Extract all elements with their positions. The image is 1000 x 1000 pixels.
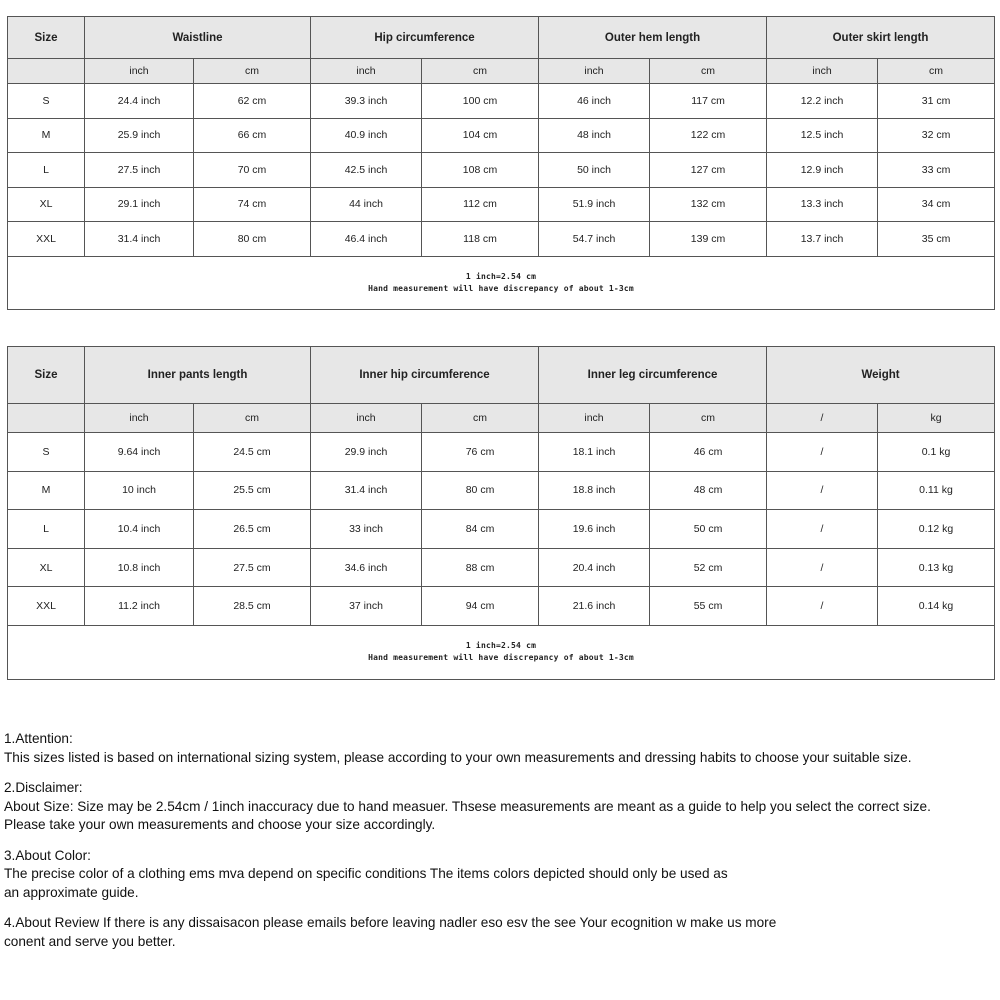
unit-cell: inch: [767, 59, 878, 84]
disclaimer-block: [4, 779, 998, 835]
color-title: 3.About Color:: [4, 847, 91, 863]
unit-cell: inch: [85, 404, 194, 433]
unit-cell: cm: [194, 404, 311, 433]
disclaimer-title: 2.Disclaimer:: [4, 780, 83, 795]
group-header: Waistline: [85, 17, 311, 59]
size-cell: M: [8, 471, 85, 510]
value-cell: 74 cm: [194, 187, 311, 222]
value-cell: 37 inch: [311, 587, 422, 626]
group-header: Weight: [767, 347, 995, 404]
size-table-2: [7, 346, 995, 680]
note-discrepancy: Hand measurement will have discrepancy of about 1-3cm: [368, 283, 634, 293]
group-header: Inner leg circumference: [539, 347, 767, 404]
unit-cell: kg: [878, 404, 995, 433]
color-text: The precise color of a clothing ems mva depend on specific conditions The items colors depicted should only be used as: [4, 866, 728, 881]
value-cell: 108 cm: [422, 153, 539, 188]
value-cell: /: [767, 433, 878, 472]
group-header: Inner pants length: [85, 347, 311, 404]
value-cell: 55 cm: [650, 587, 767, 626]
attention-text: This sizes listed is based on international sizing system, please according to your own measurements and dressing habits to choose your suitable size.: [4, 749, 912, 765]
value-cell: 29.9 inch: [311, 433, 422, 472]
size-cell: XL: [8, 548, 85, 587]
value-cell: 50 inch: [539, 153, 650, 188]
note-row: [8, 625, 995, 679]
value-cell: 10.8 inch: [85, 548, 194, 587]
attention-block: [4, 730, 998, 767]
value-cell: 12.5 inch: [767, 118, 878, 153]
value-cell: 11.2 inch: [85, 587, 194, 626]
value-cell: 25.5 cm: [194, 471, 311, 510]
group-header: Outer hem length: [539, 17, 767, 59]
value-cell: 52 cm: [650, 548, 767, 587]
unit-cell-empty: [8, 404, 85, 433]
group-header: Outer skirt length: [767, 17, 995, 59]
value-cell: 13.3 inch: [767, 187, 878, 222]
value-cell: 46 cm: [650, 433, 767, 472]
table-row: [8, 471, 995, 510]
group-header: Hip circumference: [311, 17, 539, 59]
note-discrepancy: Hand measurement will have discrepancy of about 1-3cm: [368, 653, 634, 663]
value-cell: 10.4 inch: [85, 510, 194, 549]
unit-row: [8, 59, 995, 84]
value-cell: 46 inch: [539, 84, 650, 119]
table-row: [8, 118, 995, 153]
value-cell: 34.6 inch: [311, 548, 422, 587]
value-cell: 104 cm: [422, 118, 539, 153]
value-cell: 54.7 inch: [539, 222, 650, 257]
value-cell: 0.14 kg: [878, 587, 995, 626]
unit-cell: cm: [878, 59, 995, 84]
disclaimer-text: Please take your own measurements and choose your size accordingly.: [4, 817, 436, 832]
size-cell: XXL: [8, 222, 85, 257]
measurement-note: [8, 256, 995, 309]
value-cell: 46.4 inch: [311, 222, 422, 257]
value-cell: 48 cm: [650, 471, 767, 510]
note-conversion: 1 inch=2.54 cm: [465, 641, 537, 651]
unit-cell: inch: [311, 404, 422, 433]
value-cell: 84 cm: [422, 510, 539, 549]
unit-cell: inch: [539, 59, 650, 84]
header-row: [8, 347, 995, 404]
value-cell: 33 inch: [311, 510, 422, 549]
value-cell: 66 cm: [194, 118, 311, 153]
size-table-1: [7, 16, 995, 310]
unit-cell-empty: [8, 59, 85, 84]
value-cell: 118 cm: [422, 222, 539, 257]
value-cell: 80 cm: [194, 222, 311, 257]
value-cell: 35 cm: [878, 222, 995, 257]
value-cell: 12.2 inch: [767, 84, 878, 119]
value-cell: 21.6 inch: [539, 587, 650, 626]
review-block: [4, 914, 998, 951]
value-cell: 40.9 inch: [311, 118, 422, 153]
value-cell: 127 cm: [650, 153, 767, 188]
size-cell: XXL: [8, 587, 85, 626]
value-cell: 24.4 inch: [85, 84, 194, 119]
table-row: [8, 153, 995, 188]
value-cell: 13.7 inch: [767, 222, 878, 257]
value-cell: 117 cm: [650, 84, 767, 119]
value-cell: 25.9 inch: [85, 118, 194, 153]
value-cell: 32 cm: [878, 118, 995, 153]
value-cell: 42.5 inch: [311, 153, 422, 188]
value-cell: 19.6 inch: [539, 510, 650, 549]
table-row: [8, 222, 995, 257]
value-cell: 28.5 cm: [194, 587, 311, 626]
value-cell: /: [767, 471, 878, 510]
table-row: [8, 510, 995, 549]
note-row: [8, 256, 995, 309]
value-cell: 34 cm: [878, 187, 995, 222]
value-cell: /: [767, 587, 878, 626]
value-cell: 76 cm: [422, 433, 539, 472]
value-cell: 0.13 kg: [878, 548, 995, 587]
color-text: an approximate guide.: [4, 884, 139, 900]
attention-title: 1.Attention:: [4, 731, 73, 746]
value-cell: 20.4 inch: [539, 548, 650, 587]
disclaimer-text: About Size: Size may be 2.54cm / 1inch inaccuracy due to hand measuer. Thsese measurements are meant as a guide to help you select the correct size.: [4, 798, 931, 814]
info-section: [4, 730, 998, 963]
table-row: [8, 548, 995, 587]
size-header: Size: [8, 347, 85, 404]
value-cell: 18.8 inch: [539, 471, 650, 510]
value-cell: 26.5 cm: [194, 510, 311, 549]
size-cell: M: [8, 118, 85, 153]
unit-cell: cm: [194, 59, 311, 84]
value-cell: 0.11 kg: [878, 471, 995, 510]
unit-cell: cm: [650, 59, 767, 84]
table-row: [8, 433, 995, 472]
review-text: 4.About Review If there is any dissaisacon please emails before leaving nadler eso esv the see Your ecognition w make us more: [4, 915, 777, 930]
measurement-note: [8, 625, 995, 679]
value-cell: 122 cm: [650, 118, 767, 153]
value-cell: 70 cm: [194, 153, 311, 188]
table-row: [8, 84, 995, 119]
value-cell: 100 cm: [422, 84, 539, 119]
value-cell: 94 cm: [422, 587, 539, 626]
value-cell: 12.9 inch: [767, 153, 878, 188]
value-cell: 0.12 kg: [878, 510, 995, 549]
value-cell: 62 cm: [194, 84, 311, 119]
color-block: [4, 847, 998, 903]
size-cell: S: [8, 433, 85, 472]
unit-row: [8, 404, 995, 433]
value-cell: 24.5 cm: [194, 433, 311, 472]
size-cell: S: [8, 84, 85, 119]
value-cell: 31.4 inch: [85, 222, 194, 257]
table-row: [8, 187, 995, 222]
review-text: conent and serve you better.: [4, 933, 176, 949]
value-cell: 132 cm: [650, 187, 767, 222]
value-cell: 10 inch: [85, 471, 194, 510]
unit-cell: inch: [311, 59, 422, 84]
value-cell: 27.5 inch: [85, 153, 194, 188]
size-cell: L: [8, 153, 85, 188]
value-cell: 33 cm: [878, 153, 995, 188]
value-cell: 29.1 inch: [85, 187, 194, 222]
unit-cell: cm: [422, 59, 539, 84]
value-cell: 80 cm: [422, 471, 539, 510]
note-conversion: 1 inch=2.54 cm: [465, 271, 537, 281]
value-cell: 48 inch: [539, 118, 650, 153]
header-row: [8, 17, 995, 59]
value-cell: 31 cm: [878, 84, 995, 119]
size-cell: XL: [8, 187, 85, 222]
table-row: [8, 587, 995, 626]
value-cell: 51.9 inch: [539, 187, 650, 222]
size-header: Size: [8, 17, 85, 59]
value-cell: 9.64 inch: [85, 433, 194, 472]
value-cell: 31.4 inch: [311, 471, 422, 510]
value-cell: /: [767, 548, 878, 587]
value-cell: 18.1 inch: [539, 433, 650, 472]
value-cell: 139 cm: [650, 222, 767, 257]
unit-cell: inch: [539, 404, 650, 433]
unit-cell: inch: [85, 59, 194, 84]
unit-cell: cm: [650, 404, 767, 433]
group-header: Inner hip circumference: [311, 347, 539, 404]
value-cell: 50 cm: [650, 510, 767, 549]
value-cell: 27.5 cm: [194, 548, 311, 587]
value-cell: 112 cm: [422, 187, 539, 222]
size-cell: L: [8, 510, 85, 549]
value-cell: 39.3 inch: [311, 84, 422, 119]
value-cell: 44 inch: [311, 187, 422, 222]
value-cell: /: [767, 510, 878, 549]
unit-cell: cm: [422, 404, 539, 433]
value-cell: 0.1 kg: [878, 433, 995, 472]
value-cell: 88 cm: [422, 548, 539, 587]
unit-cell: /: [767, 404, 878, 433]
